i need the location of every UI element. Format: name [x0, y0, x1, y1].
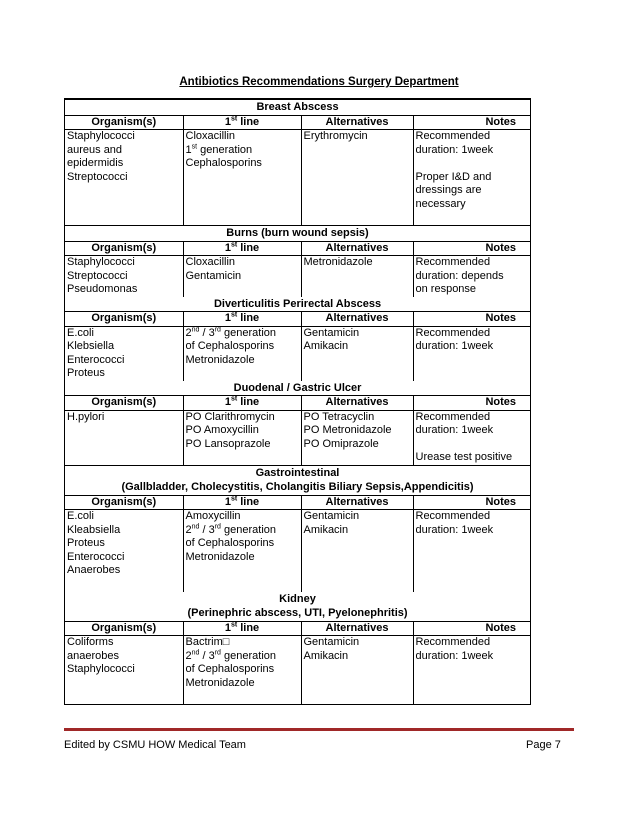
cell-line: E.coli	[67, 326, 94, 339]
organism-header: Organism(s)	[65, 115, 183, 130]
cell-line: Bactrim□	[185, 636, 230, 648]
section-title-diverticulitis: Diverticulitis Perirectal Abscess	[213, 297, 382, 310]
cell-line: Metronidazole	[185, 550, 255, 563]
cell-line: 2nd / 3rd generation	[185, 325, 276, 339]
section-subtitle-kidney: (Perinephric abscess, UTI, Pyelonephritis)	[187, 607, 408, 619]
cell-line: 1st generation	[185, 142, 253, 156]
cell-line: Coliforms	[67, 636, 114, 648]
alternatives-cell	[301, 130, 413, 212]
alternatives-header: Alternatives	[301, 312, 413, 327]
alternatives-header: Alternatives	[301, 495, 413, 510]
organisms-cell	[65, 636, 183, 691]
section-subtitle-gastro: (Gallbladder, Cholecystitis, Cholangitis Biliary Sepsis,Appendicitis)	[121, 481, 474, 493]
alternatives-header: Alternatives	[301, 115, 413, 130]
first-line-cell	[183, 410, 301, 465]
first-line-cell	[183, 256, 301, 297]
cell-line: Gentamicin	[303, 510, 360, 522]
first-line-header: 1st line	[183, 495, 301, 510]
first-line-cell	[183, 510, 301, 578]
cell-line: Amikacin	[303, 340, 349, 352]
alternatives-header: Alternatives	[301, 241, 413, 256]
cell-line: Recommended	[415, 326, 491, 339]
section-title-kidney: Kidney	[279, 592, 316, 605]
cell-line: Anaerobes	[67, 564, 121, 576]
notes-cell	[413, 326, 530, 381]
cell-line: Recommended	[415, 636, 491, 648]
cell-line: Cloxacillin	[185, 256, 236, 268]
cell-line: Proteus	[67, 367, 105, 379]
alternatives-header: Alternatives	[301, 621, 413, 636]
cell-line: duration: 1week	[415, 340, 494, 352]
cell-line: Gentamicin	[303, 636, 360, 648]
cell-line: anaerobes	[67, 649, 119, 662]
notes-header: Notes	[413, 312, 530, 327]
notes-cell	[413, 410, 530, 465]
alternatives-header: Alternatives	[301, 396, 413, 411]
organisms-cell	[65, 510, 183, 578]
section-title-breast: Breast Abscess	[65, 100, 530, 116]
cell-line: Erythromycin	[303, 130, 368, 142]
cell-line: E.coli	[67, 510, 94, 522]
cell-line: duration: depends	[415, 269, 504, 282]
cell-line: Enterococci	[67, 353, 125, 366]
cell-line: on response	[415, 283, 477, 295]
cell-line: Staphylococci	[67, 130, 135, 142]
alternatives-cell	[301, 326, 413, 381]
cell-line: Recommended	[415, 510, 491, 522]
cell-line: Metronidazole	[303, 256, 373, 268]
cell-line: Klebsiella	[67, 340, 115, 352]
cell-line: Streptococci	[67, 170, 128, 183]
first-line-header: 1st line	[183, 396, 301, 411]
cell-line: Recommended	[415, 410, 491, 423]
cell-line: Gentamicin	[185, 269, 242, 282]
cell-line: duration: 1week	[415, 649, 494, 662]
organism-header: Organism(s)	[65, 241, 183, 256]
cell-line: Metronidazole	[185, 353, 255, 366]
antibiotics-table	[64, 98, 531, 705]
cell-line: PO Omiprazole	[303, 437, 379, 450]
first-line-cell	[183, 130, 301, 212]
notes-cell	[413, 256, 530, 297]
notes-header: Notes	[413, 115, 530, 130]
section-title-gastro: Gastrointestinal	[65, 465, 530, 480]
cell-line: Amikacin	[303, 649, 349, 662]
cell-line: Staphylococci	[67, 663, 135, 675]
document-title: Antibiotics Recommendations Surgery Department	[179, 76, 459, 88]
cell-line: Cloxacillin	[185, 130, 236, 142]
cell-line: 2nd / 3rd generation	[185, 648, 276, 662]
cell-line: 2nd / 3rd generation	[185, 522, 276, 536]
cell-line: Amoxycillin	[185, 510, 241, 522]
first-line-cell	[183, 636, 301, 691]
footer-rule	[64, 728, 574, 731]
organism-header: Organism(s)	[65, 621, 183, 636]
cell-line: necessary	[415, 197, 466, 210]
cell-line: H.pylori	[67, 410, 105, 423]
section-title-duodenal: Duodenal / Gastric Ulcer	[233, 381, 362, 394]
first-line-header: 1st line	[183, 241, 301, 256]
cell-line	[416, 438, 529, 452]
organism-header: Organism(s)	[65, 312, 183, 327]
cell-line: Amikacin	[303, 523, 349, 536]
cell-line: of Cephalosporins	[185, 340, 275, 352]
cell-line: Kleabsiella	[67, 523, 121, 536]
cell-line: Pseudomonas	[67, 283, 138, 295]
first-line-header: 1st line	[183, 312, 301, 327]
first-line-header: 1st line	[183, 115, 301, 130]
cell-line: duration: 1week	[415, 143, 494, 156]
alternatives-cell	[301, 510, 413, 578]
organisms-cell	[65, 130, 183, 212]
cell-line: PO Metronidazole	[303, 424, 392, 436]
organisms-cell	[65, 256, 183, 297]
cell-line: Proper I&D and	[415, 170, 492, 183]
cell-line: PO Clarithromycin	[185, 410, 275, 423]
section-title-burns: Burns (burn wound sepsis)	[65, 226, 530, 242]
cell-line	[416, 157, 529, 171]
cell-line: of Cephalosporins	[185, 537, 275, 549]
notes-header: Notes	[413, 396, 530, 411]
cell-line: duration: 1week	[415, 424, 494, 436]
cell-line: Gentamicin	[303, 326, 360, 339]
cell-line: Urease test positive	[415, 451, 513, 463]
organism-header: Organism(s)	[65, 495, 183, 510]
cell-line: Cephalosporins	[185, 157, 262, 169]
organisms-cell	[65, 410, 183, 465]
alternatives-cell	[301, 256, 413, 297]
notes-header: Notes	[413, 241, 530, 256]
cell-line: epidermidis	[67, 157, 124, 169]
cell-line: PO Amoxycillin	[185, 424, 259, 436]
organism-header: Organism(s)	[65, 396, 183, 411]
cell-line: duration: 1week	[415, 523, 494, 536]
page-number: Page 7	[526, 739, 561, 751]
notes-header: Notes	[413, 495, 530, 510]
first-line-cell	[183, 326, 301, 381]
cell-line: PO Lansoprazole	[185, 437, 271, 450]
notes-cell	[413, 510, 530, 578]
organisms-cell	[65, 326, 183, 381]
cell-line: dressings are	[415, 184, 482, 196]
first-line-header: 1st line	[183, 621, 301, 636]
notes-cell	[413, 130, 530, 212]
cell-line: Recommended	[415, 256, 491, 268]
notes-header: Notes	[413, 621, 530, 636]
cell-line: Enterococci	[67, 550, 125, 563]
footer-editor: Edited by CSMU HOW Medical Team	[64, 739, 246, 751]
alternatives-cell	[301, 410, 413, 465]
notes-cell	[413, 636, 530, 691]
cell-line: of Cephalosporins	[185, 663, 275, 675]
cell-line: Staphylococci	[67, 256, 135, 268]
cell-line: Proteus	[67, 537, 105, 549]
cell-line: Recommended	[415, 130, 491, 142]
cell-line: Metronidazole	[185, 676, 255, 689]
cell-line: Streptococci	[67, 269, 128, 282]
cell-line: aureus and	[67, 143, 123, 156]
alternatives-cell	[301, 636, 413, 691]
cell-line: PO Tetracyclin	[303, 410, 375, 423]
